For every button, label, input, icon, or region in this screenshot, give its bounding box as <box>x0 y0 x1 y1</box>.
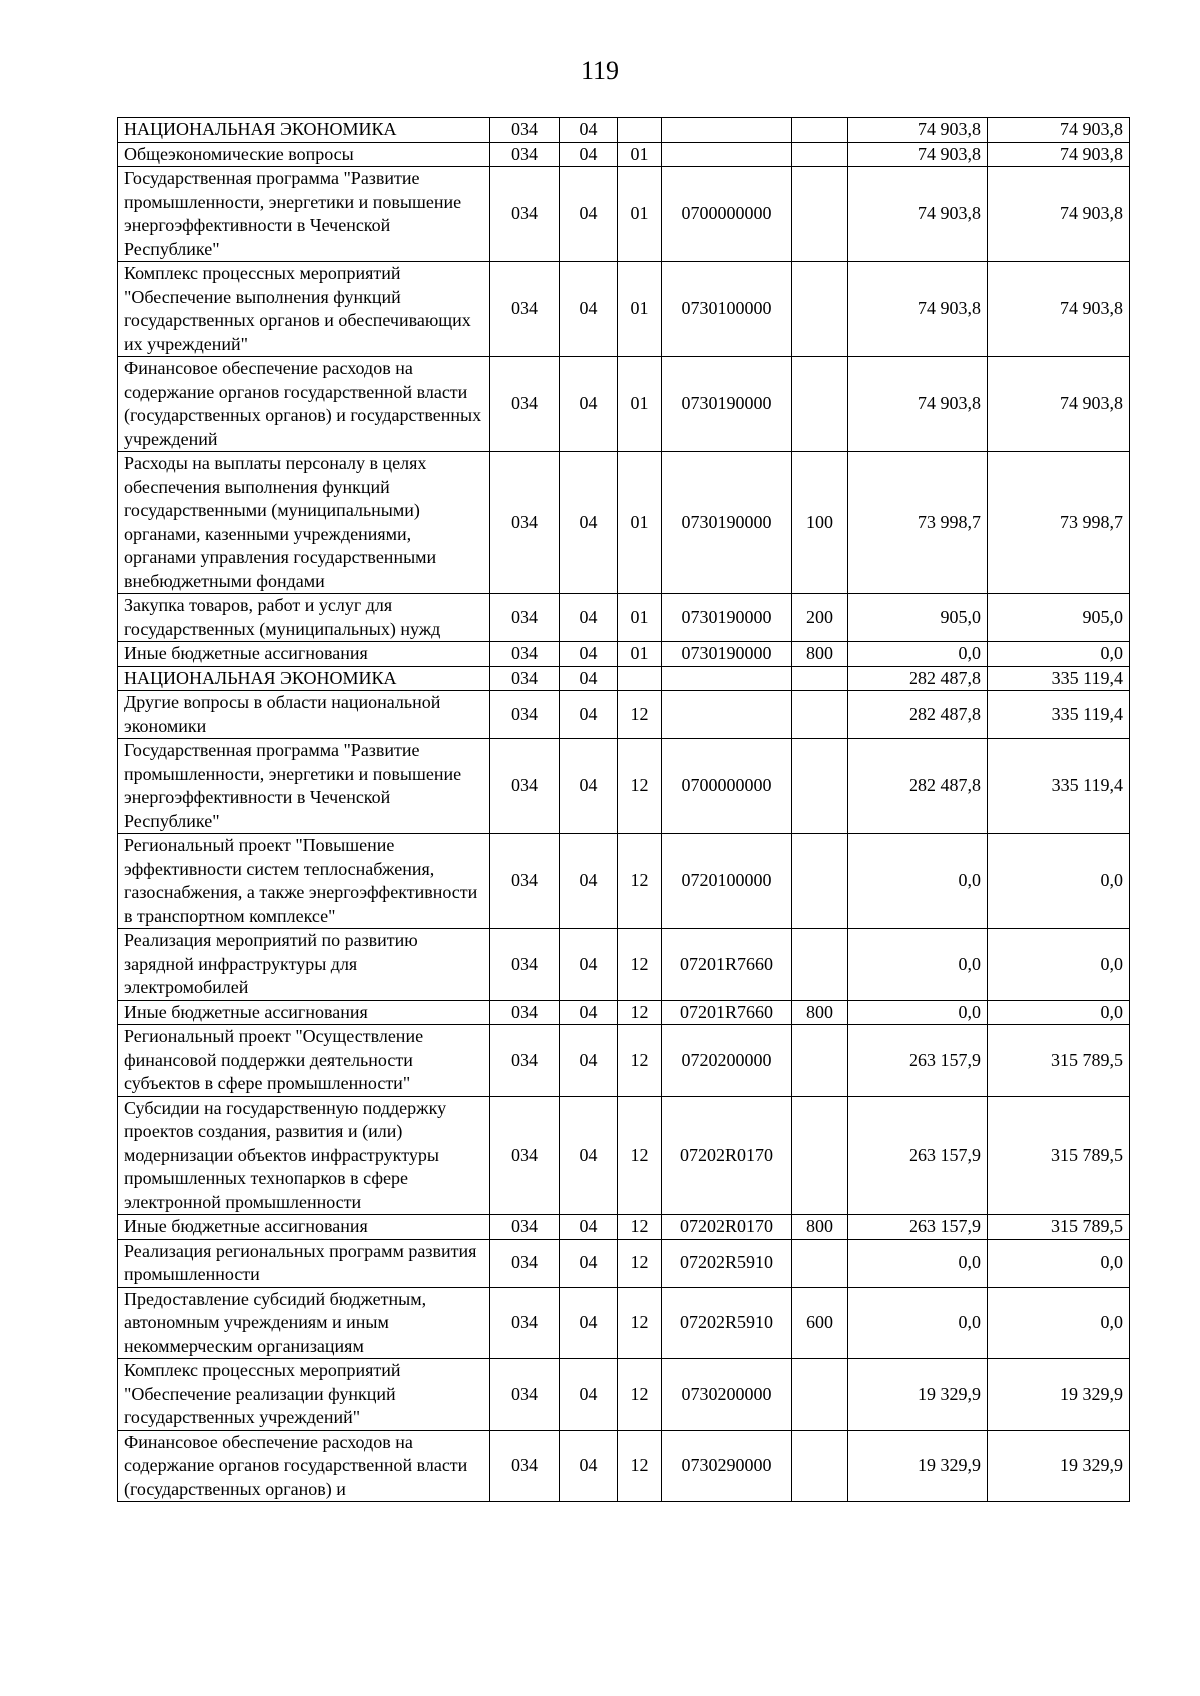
row-expense-type-cell: 100 <box>792 452 848 594</box>
row-section-cell: 04 <box>560 1096 618 1215</box>
row-name-cell: Общеэкономические вопросы <box>118 142 490 167</box>
row-amount-2-cell: 335 119,4 <box>988 691 1130 739</box>
table-row <box>118 739 1130 834</box>
row-amount-2-cell: 335 119,4 <box>988 739 1130 834</box>
row-grbs-cell: 034 <box>490 1215 560 1240</box>
row-name-cell: Финансовое обеспечение расходов на содержание органов государственной власти (государственных органов) и <box>118 1430 490 1502</box>
row-expense-type-cell: 200 <box>792 594 848 642</box>
row-target-article-cell <box>662 118 792 143</box>
row-target-article-cell <box>662 666 792 691</box>
row-name-cell: Комплекс процессных мероприятий "Обеспечение реализации функций государственных учреждений" <box>118 1359 490 1431</box>
row-expense-type-cell <box>792 357 848 452</box>
row-grbs-cell: 034 <box>490 929 560 1001</box>
row-subsection-cell: 01 <box>618 452 662 594</box>
row-section-cell: 04 <box>560 1239 618 1287</box>
row-name-cell: Иные бюджетные ассигнования <box>118 1215 490 1240</box>
table-row <box>118 1287 1130 1359</box>
row-amount-1-cell: 282 487,8 <box>848 739 988 834</box>
row-grbs-cell: 034 <box>490 1287 560 1359</box>
row-section-cell: 04 <box>560 666 618 691</box>
table-row <box>118 1359 1130 1431</box>
table-row <box>118 118 1130 143</box>
row-name-cell: Комплекс процессных мероприятий "Обеспечение выполнения функций государственных органов и обеспечивающих их учреждений" <box>118 262 490 357</box>
row-section-cell: 04 <box>560 1000 618 1025</box>
row-grbs-cell: 034 <box>490 1359 560 1431</box>
table-row <box>118 594 1130 642</box>
table-row <box>118 167 1130 262</box>
row-amount-1-cell: 74 903,8 <box>848 357 988 452</box>
row-name-cell: НАЦИОНАЛЬНАЯ ЭКОНОМИКА <box>118 666 490 691</box>
row-subsection-cell: 12 <box>618 1000 662 1025</box>
row-subsection-cell: 12 <box>618 739 662 834</box>
row-subsection-cell: 12 <box>618 1287 662 1359</box>
table-row <box>118 1430 1130 1502</box>
row-target-article-cell: 07202R5910 <box>662 1239 792 1287</box>
row-expense-type-cell <box>792 1239 848 1287</box>
row-amount-2-cell: 74 903,8 <box>988 357 1130 452</box>
row-name-cell: Государственная программа "Развитие промышленности, энергетики и повышение энергоэффективности в Чеченской Республике" <box>118 167 490 262</box>
row-name-cell: Региональный проект "Повышение эффективности систем теплоснабжения, газоснабжения, а также энергоэффективности в транспортном комплексе" <box>118 834 490 929</box>
row-section-cell: 04 <box>560 118 618 143</box>
row-target-article-cell: 0730200000 <box>662 1359 792 1431</box>
row-grbs-cell: 034 <box>490 1239 560 1287</box>
row-target-article-cell <box>662 691 792 739</box>
row-amount-2-cell: 905,0 <box>988 594 1130 642</box>
row-amount-1-cell: 19 329,9 <box>848 1430 988 1502</box>
table-row <box>118 834 1130 929</box>
row-section-cell: 04 <box>560 452 618 594</box>
table-row <box>118 1215 1130 1240</box>
row-amount-2-cell: 335 119,4 <box>988 666 1130 691</box>
row-target-article-cell: 07201R7660 <box>662 929 792 1001</box>
row-target-article-cell: 0730100000 <box>662 262 792 357</box>
row-target-article-cell: 0730190000 <box>662 594 792 642</box>
row-subsection-cell: 12 <box>618 1096 662 1215</box>
row-amount-2-cell: 74 903,8 <box>988 262 1130 357</box>
row-amount-1-cell: 0,0 <box>848 929 988 1001</box>
table-row <box>118 929 1130 1001</box>
row-amount-2-cell: 0,0 <box>988 642 1130 667</box>
table-row <box>118 691 1130 739</box>
row-target-article-cell: 0730190000 <box>662 357 792 452</box>
row-name-cell: НАЦИОНАЛЬНАЯ ЭКОНОМИКА <box>118 118 490 143</box>
row-expense-type-cell <box>792 666 848 691</box>
row-amount-2-cell: 73 998,7 <box>988 452 1130 594</box>
row-subsection-cell: 12 <box>618 691 662 739</box>
row-subsection-cell: 12 <box>618 1025 662 1097</box>
row-expense-type-cell <box>792 167 848 262</box>
budget-table <box>117 117 1130 1502</box>
row-subsection-cell <box>618 118 662 143</box>
row-amount-1-cell: 74 903,8 <box>848 118 988 143</box>
row-grbs-cell: 034 <box>490 118 560 143</box>
row-name-cell: Субсидии на государственную поддержку проектов создания, развития и (или) модернизации объектов инфраструктуры промышленных технопарков в сфере электронной промышленности <box>118 1096 490 1215</box>
row-subsection-cell: 01 <box>618 642 662 667</box>
row-target-article-cell: 07202R0170 <box>662 1096 792 1215</box>
row-subsection-cell: 12 <box>618 1215 662 1240</box>
row-amount-1-cell: 905,0 <box>848 594 988 642</box>
row-target-article-cell: 0730290000 <box>662 1430 792 1502</box>
row-amount-1-cell: 74 903,8 <box>848 262 988 357</box>
row-subsection-cell <box>618 666 662 691</box>
row-amount-1-cell: 0,0 <box>848 1239 988 1287</box>
row-grbs-cell: 034 <box>490 739 560 834</box>
row-section-cell: 04 <box>560 167 618 262</box>
table-row <box>118 1096 1130 1215</box>
row-amount-1-cell: 74 903,8 <box>848 142 988 167</box>
row-amount-1-cell: 0,0 <box>848 834 988 929</box>
row-name-cell: Расходы на выплаты персоналу в целях обеспечения выполнения функций государственными (муниципальными) органами, казенными учреждениями, органами управления государственными внебюджетными фондами <box>118 452 490 594</box>
row-expense-type-cell <box>792 118 848 143</box>
row-amount-2-cell: 0,0 <box>988 1287 1130 1359</box>
row-amount-2-cell: 74 903,8 <box>988 118 1130 143</box>
row-section-cell: 04 <box>560 1025 618 1097</box>
row-target-article-cell: 0720100000 <box>662 834 792 929</box>
row-amount-1-cell: 0,0 <box>848 1287 988 1359</box>
row-amount-1-cell: 282 487,8 <box>848 666 988 691</box>
row-name-cell: Другие вопросы в области национальной экономики <box>118 691 490 739</box>
row-grbs-cell: 034 <box>490 1000 560 1025</box>
table-row <box>118 642 1130 667</box>
row-target-article-cell <box>662 142 792 167</box>
row-expense-type-cell <box>792 1359 848 1431</box>
row-section-cell: 04 <box>560 1359 618 1431</box>
row-amount-2-cell: 19 329,9 <box>988 1359 1130 1431</box>
row-target-article-cell: 07201R7660 <box>662 1000 792 1025</box>
table-row <box>118 1025 1130 1097</box>
table-row <box>118 142 1130 167</box>
table-row <box>118 666 1130 691</box>
row-amount-2-cell: 315 789,5 <box>988 1025 1130 1097</box>
table-row <box>118 262 1130 357</box>
row-amount-1-cell: 73 998,7 <box>848 452 988 594</box>
row-grbs-cell: 034 <box>490 142 560 167</box>
row-expense-type-cell <box>792 739 848 834</box>
page-number: 119 <box>580 56 620 85</box>
row-amount-1-cell: 263 157,9 <box>848 1215 988 1240</box>
row-name-cell: Региональный проект "Осуществление финансовой поддержки деятельности субъектов в сфере промышленности" <box>118 1025 490 1097</box>
row-grbs-cell: 034 <box>490 1096 560 1215</box>
row-name-cell: Иные бюджетные ассигнования <box>118 642 490 667</box>
row-grbs-cell: 034 <box>490 357 560 452</box>
row-name-cell: Закупка товаров, работ и услуг для государственных (муниципальных) нужд <box>118 594 490 642</box>
row-amount-2-cell: 19 329,9 <box>988 1430 1130 1502</box>
row-expense-type-cell <box>792 691 848 739</box>
row-amount-2-cell: 315 789,5 <box>988 1215 1130 1240</box>
row-subsection-cell: 01 <box>618 357 662 452</box>
row-section-cell: 04 <box>560 642 618 667</box>
row-subsection-cell: 12 <box>618 1430 662 1502</box>
row-expense-type-cell <box>792 1430 848 1502</box>
row-section-cell: 04 <box>560 739 618 834</box>
table-row <box>118 452 1130 594</box>
row-expense-type-cell <box>792 262 848 357</box>
row-amount-2-cell: 0,0 <box>988 1239 1130 1287</box>
row-subsection-cell: 01 <box>618 594 662 642</box>
row-name-cell: Государственная программа "Развитие промышленности, энергетики и повышение энергоэффективности в Чеченской Республике" <box>118 739 490 834</box>
row-amount-2-cell: 74 903,8 <box>988 142 1130 167</box>
row-section-cell: 04 <box>560 357 618 452</box>
row-section-cell: 04 <box>560 691 618 739</box>
row-subsection-cell: 01 <box>618 262 662 357</box>
row-section-cell: 04 <box>560 142 618 167</box>
row-amount-1-cell: 282 487,8 <box>848 691 988 739</box>
row-grbs-cell: 034 <box>490 594 560 642</box>
row-section-cell: 04 <box>560 1430 618 1502</box>
row-amount-1-cell: 0,0 <box>848 1000 988 1025</box>
row-subsection-cell: 12 <box>618 1359 662 1431</box>
row-target-article-cell: 0720200000 <box>662 1025 792 1097</box>
row-subsection-cell: 12 <box>618 929 662 1001</box>
row-subsection-cell: 01 <box>618 167 662 262</box>
row-section-cell: 04 <box>560 262 618 357</box>
row-expense-type-cell <box>792 929 848 1001</box>
row-section-cell: 04 <box>560 834 618 929</box>
row-expense-type-cell <box>792 1096 848 1215</box>
row-expense-type-cell: 600 <box>792 1287 848 1359</box>
row-target-article-cell: 07202R5910 <box>662 1287 792 1359</box>
row-name-cell: Предоставление субсидий бюджетным, автономным учреждениям и иным некоммерческим организациям <box>118 1287 490 1359</box>
row-subsection-cell: 12 <box>618 834 662 929</box>
row-expense-type-cell: 800 <box>792 1215 848 1240</box>
row-amount-1-cell: 263 157,9 <box>848 1025 988 1097</box>
table-row <box>118 1239 1130 1287</box>
row-amount-2-cell: 74 903,8 <box>988 167 1130 262</box>
row-section-cell: 04 <box>560 929 618 1001</box>
row-grbs-cell: 034 <box>490 262 560 357</box>
row-amount-2-cell: 0,0 <box>988 1000 1130 1025</box>
row-target-article-cell: 0730190000 <box>662 452 792 594</box>
row-expense-type-cell <box>792 1025 848 1097</box>
row-subsection-cell: 12 <box>618 1239 662 1287</box>
row-expense-type-cell: 800 <box>792 1000 848 1025</box>
row-subsection-cell: 01 <box>618 142 662 167</box>
row-amount-1-cell: 263 157,9 <box>848 1096 988 1215</box>
row-name-cell: Реализация региональных программ развития промышленности <box>118 1239 490 1287</box>
row-expense-type-cell <box>792 142 848 167</box>
row-grbs-cell: 034 <box>490 452 560 594</box>
row-grbs-cell: 034 <box>490 691 560 739</box>
row-amount-1-cell: 19 329,9 <box>848 1359 988 1431</box>
row-name-cell: Реализация мероприятий по развитию зарядной инфраструктуры для электромобилей <box>118 929 490 1001</box>
row-section-cell: 04 <box>560 1287 618 1359</box>
row-name-cell: Финансовое обеспечение расходов на содержание органов государственной власти (государственных органов) и государственных учреждений <box>118 357 490 452</box>
row-expense-type-cell <box>792 834 848 929</box>
row-target-article-cell: 0700000000 <box>662 167 792 262</box>
row-grbs-cell: 034 <box>490 1430 560 1502</box>
row-target-article-cell: 07202R0170 <box>662 1215 792 1240</box>
row-name-cell: Иные бюджетные ассигнования <box>118 1000 490 1025</box>
row-amount-2-cell: 0,0 <box>988 929 1130 1001</box>
row-grbs-cell: 034 <box>490 834 560 929</box>
row-amount-1-cell: 0,0 <box>848 642 988 667</box>
row-section-cell: 04 <box>560 594 618 642</box>
row-section-cell: 04 <box>560 1215 618 1240</box>
row-amount-1-cell: 74 903,8 <box>848 167 988 262</box>
row-target-article-cell: 0730190000 <box>662 642 792 667</box>
table-row <box>118 1000 1130 1025</box>
row-grbs-cell: 034 <box>490 167 560 262</box>
row-grbs-cell: 034 <box>490 1025 560 1097</box>
row-expense-type-cell: 800 <box>792 642 848 667</box>
row-amount-2-cell: 0,0 <box>988 834 1130 929</box>
table-row <box>118 357 1130 452</box>
row-grbs-cell: 034 <box>490 666 560 691</box>
row-grbs-cell: 034 <box>490 642 560 667</box>
row-amount-2-cell: 315 789,5 <box>988 1096 1130 1215</box>
row-target-article-cell: 0700000000 <box>662 739 792 834</box>
